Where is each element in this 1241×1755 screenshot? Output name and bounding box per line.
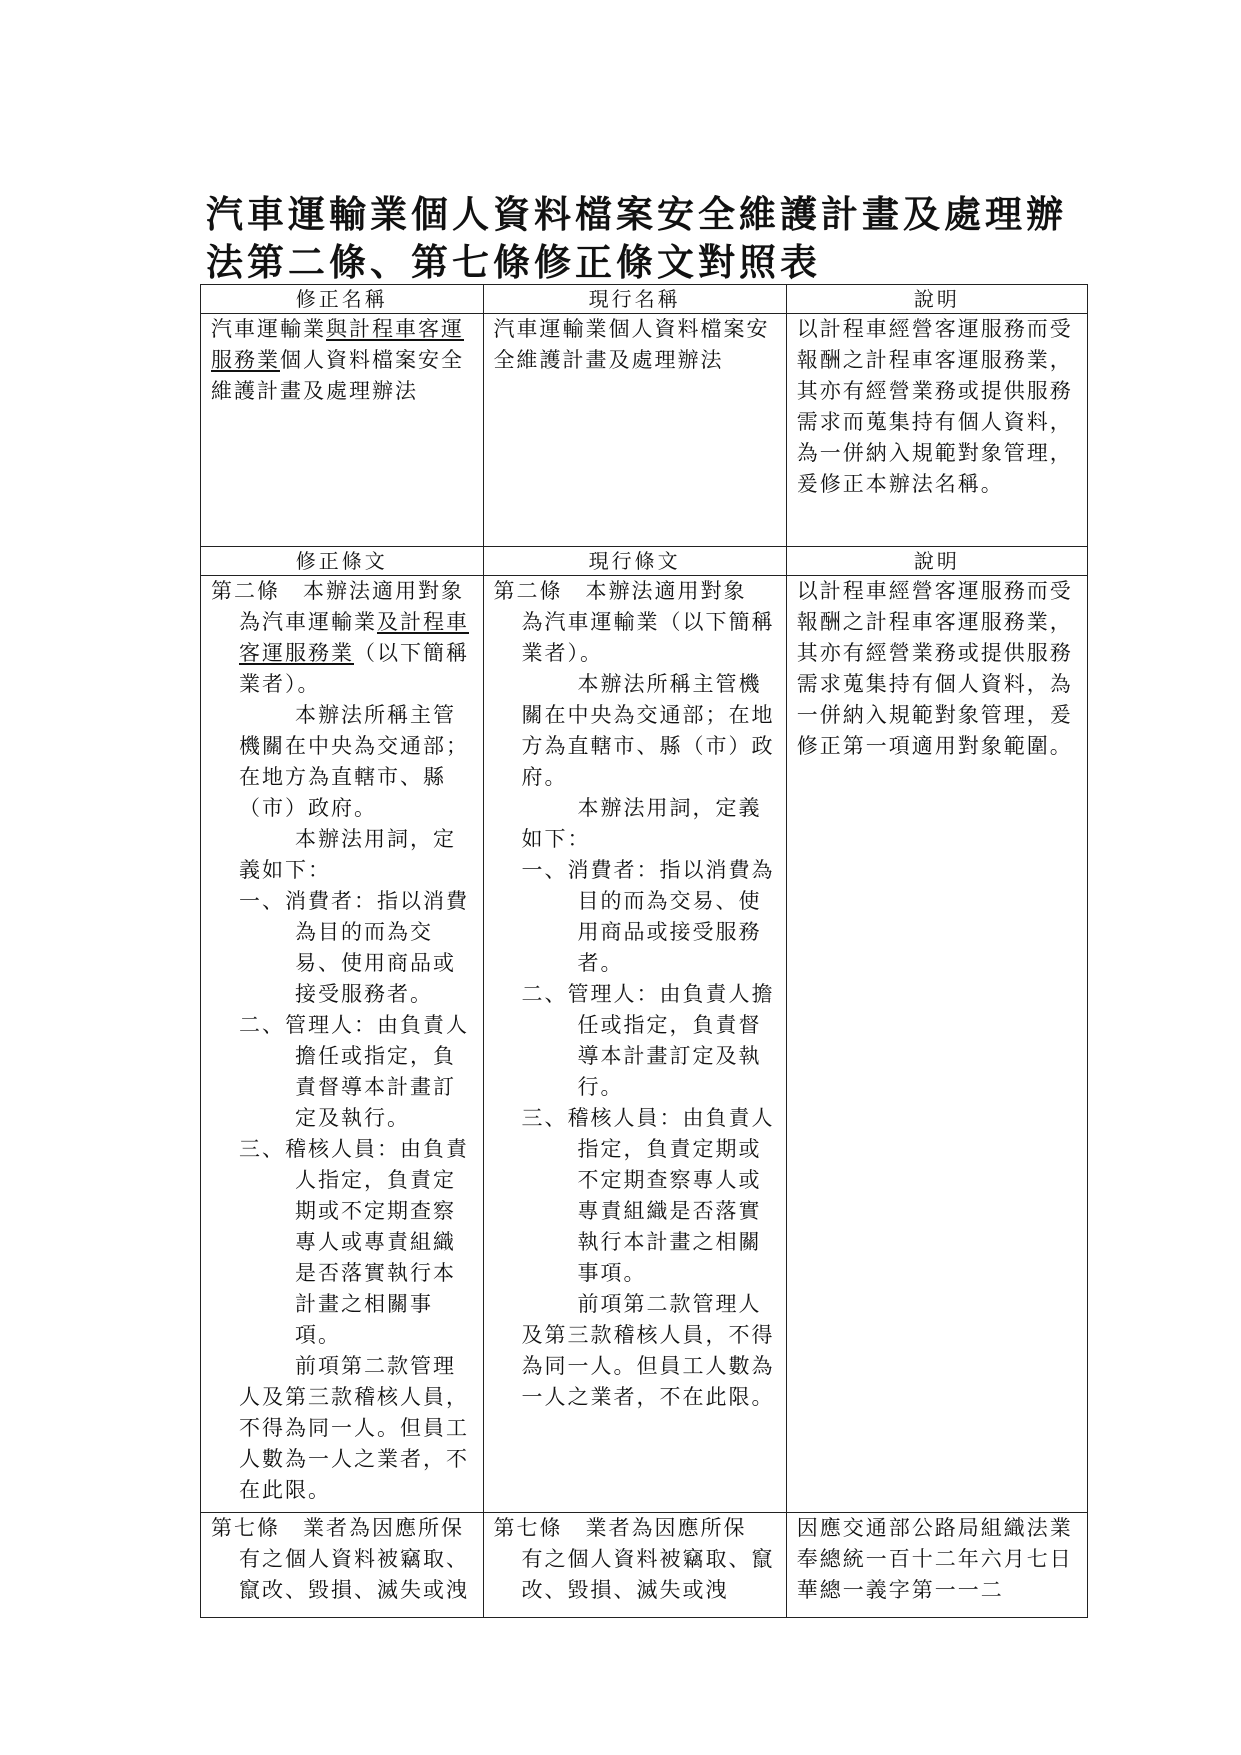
article-2-amended-cell [201,576,484,1513]
amended-name-cell [201,314,484,547]
header-amended-name: 修正名稱 [201,285,484,314]
header-note: 說明 [786,285,1087,314]
amended-name-text-b: 個人資料檔案安全維護計畫及處理辦法 [211,348,464,403]
articles-header-row [201,547,1088,576]
article-2-current-para-3: 本辦法用詞，定義如下： [521,796,762,851]
article-7-amended-body: 有之個人資料被竊取、竄改、毀損、滅失或洩 [239,1547,469,1602]
article-7-row [201,1513,1088,1618]
header-amended-article: 修正條文 [201,547,484,576]
article-2-current-para-2: 本辦法所稱主管機關在中央為交通部；在地方為直轄市、縣（市）政府。 [521,672,775,789]
article-2-current-head: 第二條 本辦法適用對象 [493,579,747,603]
current-name-cell: 汽車運輸業個人資料檔案安全維護計畫及處理辦法 [483,314,786,547]
article-2-amended-item-1: 一、消費者：指以消費為目的而為交易、使用商品或接受服務者。 [239,889,469,1006]
article-2-current-item-1: 一、消費者：指以消費為目的而為交易、使用商品或接受服務者。 [521,858,775,975]
comparison-table [200,284,1088,1618]
title-line-1: 汽車運輸業個人資料檔案安全維護計畫及處理辦 [206,192,1067,236]
names-row [201,314,1088,547]
names-header-row [201,285,1088,314]
amended-name-underlined: 與計程車客運服務業 [211,317,464,372]
article-2-current-item-2: 二、管理人：由負責人擔任或指定，負責督導本計畫訂定及執行。 [521,982,775,1099]
article-2-amended-scope-underlined: 及計程車客運服務業 [239,610,469,665]
article-2-current-scope: 為汽車運輸業（以下簡稱業者）。 [521,610,775,665]
name-note-cell: 以計程車經營客運服務而受報酬之計程車客運服務業，其亦有經營業務或提供服務需求而蒐集持有個人資料，為一併納入規範對象管理，爰修正本辦法名稱。 [786,314,1087,547]
article-7-current-body: 有之個人資料被竊取、竄改、毀損、滅失或洩 [521,1547,775,1602]
article-2-amended-para-4: 前項第二款管理人及第三款稽核人員，不得為同一人。但員工人數為一人之業者，不在此限。 [239,1354,469,1502]
document-title [206,190,1106,286]
article-2-amended-scope-b: （以下簡稱業者）。 [239,641,469,696]
article-2-amended-scope [211,607,475,700]
article-2-amended-item-2: 二、管理人：由負責人擔任或指定，負責督導本計畫訂定及執行。 [239,1013,469,1130]
article-7-note-cell: 因應交通部公路局組織法業奉總統一百十二年六月七日華總一義字第一一二 [786,1513,1087,1618]
title-line-2: 法第二條、第七條修正條文對照表 [206,240,821,284]
article-2-current-para-4: 前項第二款管理人及第三款稽核人員，不得為同一人。但員工人數為一人之業者，不在此限。 [521,1292,775,1409]
article-2-row [201,576,1088,1513]
header-article-note: 說明 [786,547,1087,576]
header-current-article: 現行條文 [483,547,786,576]
article-7-current-cell [483,1513,786,1618]
article-2-amended-head: 第二條 本辦法適用對象 [211,579,464,603]
header-current-name: 現行名稱 [483,285,786,314]
article-2-note-cell: 以計程車經營客運服務而受報酬之計程車客運服務業，其亦有經營業務或提供服務需求蒐集持有個人資料，為一併納入規範對象管理，爰修正第一項適用對象範圍。 [786,576,1087,1513]
article-7-amended-head: 第七條 業者為因應所保 [211,1516,464,1540]
article-7-current-head: 第七條 業者為因應所保 [493,1516,747,1540]
article-2-amended-para-2: 本辦法所稱主管機關在中央為交通部；在地方為直轄市、縣（市）政府。 [239,703,469,820]
article-2-amended-scope-a: 為汽車運輸業 [239,610,377,634]
article-7-amended-cell [201,1513,484,1618]
article-2-current-item-3: 三、稽核人員：由負責人指定，負責定期或不定期查察專人或專責組織是否落實執行本計畫之相關事項。 [521,1106,775,1285]
article-2-amended-item-3: 三、稽核人員：由負責人指定，負責定期或不定期查察專人或專責組織是否落實執行本計畫之相關事項。 [239,1137,469,1347]
amended-name-text-a: 汽車運輸業 [211,317,326,341]
article-2-amended-para-3: 本辦法用詞，定義如下： [239,827,456,882]
article-2-current-cell [483,576,786,1513]
